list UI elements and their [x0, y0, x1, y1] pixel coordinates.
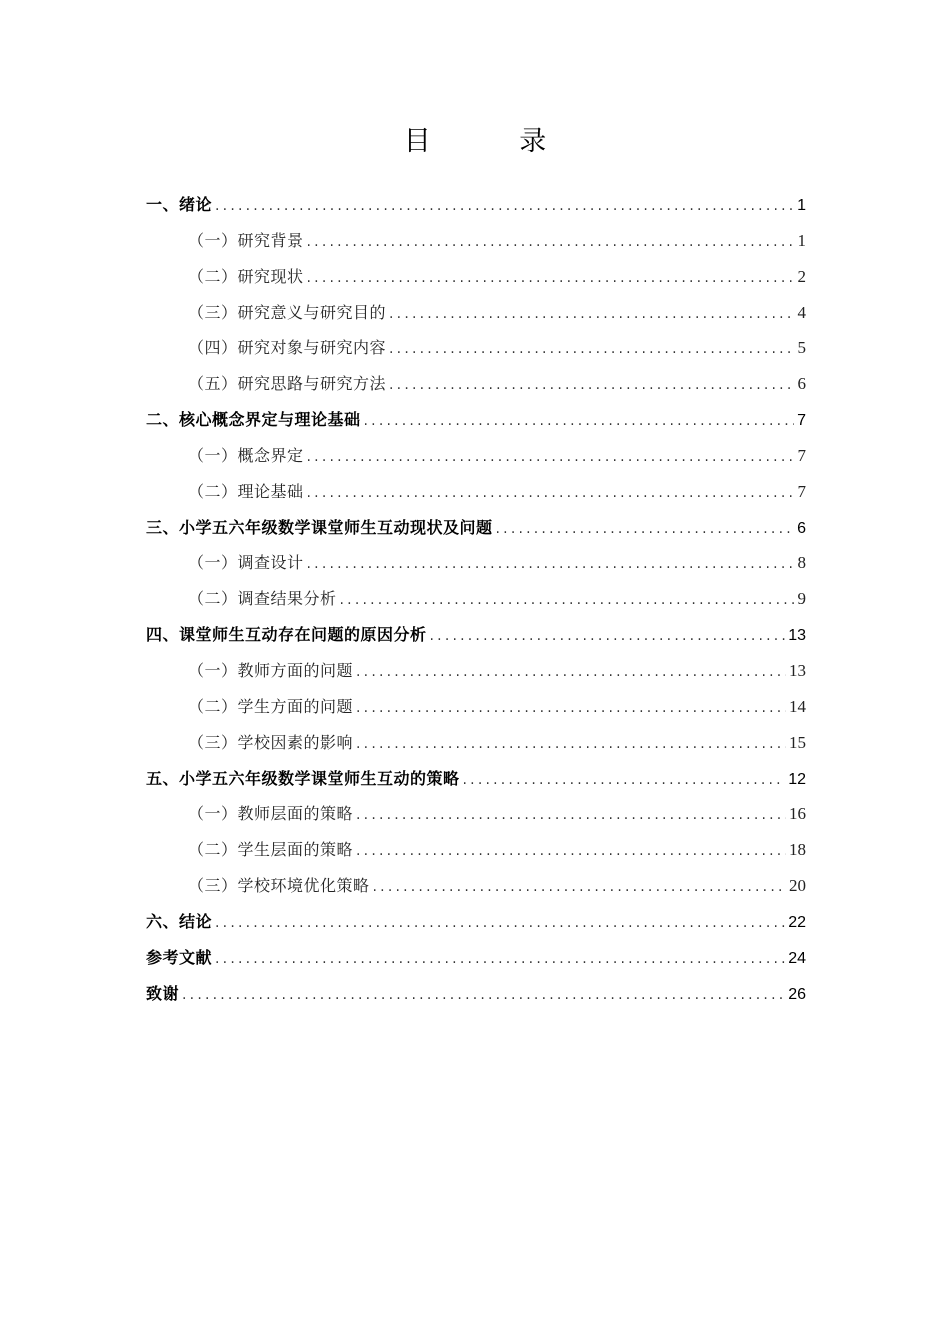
- toc-entry[interactable]: [146, 837, 806, 873]
- toc-entry-label: 致谢: [146, 983, 180, 1003]
- toc-entry[interactable]: [146, 443, 806, 479]
- table-of-contents: [146, 192, 806, 1016]
- toc-entry-label: （一）教师方面的问题: [188, 660, 354, 680]
- toc-entry-page-number: 22: [788, 913, 806, 931]
- toc-entry[interactable]: [146, 586, 806, 622]
- toc-entry[interactable]: [146, 658, 806, 694]
- toc-entry-page-number: 18: [789, 840, 806, 860]
- toc-entry[interactable]: [146, 801, 806, 837]
- toc-dot-leader: [389, 377, 794, 393]
- toc-entry-page-number: 12: [788, 770, 806, 788]
- toc-entry-label: （五）研究思路与研究方法: [188, 374, 387, 394]
- toc-entry-label: （三）学校环境优化策略: [188, 876, 370, 896]
- toc-dot-leader: [389, 306, 794, 322]
- toc-entry[interactable]: [146, 945, 806, 981]
- toc-entry-page-number: 1: [797, 230, 806, 250]
- toc-dot-leader: [463, 772, 786, 788]
- toc-entry[interactable]: [146, 694, 806, 730]
- toc-entry[interactable]: [146, 335, 806, 371]
- toc-entry-page-number: 6: [797, 374, 806, 394]
- toc-dot-leader: [182, 987, 785, 1003]
- toc-entry[interactable]: [146, 300, 806, 336]
- toc-dot-leader: [364, 413, 795, 429]
- toc-title: 目 录: [403, 126, 587, 157]
- toc-dot-leader: [496, 521, 795, 537]
- toc-entry-page-number: 14: [789, 696, 806, 716]
- toc-dot-leader: [373, 879, 786, 895]
- toc-dot-leader: [356, 843, 786, 859]
- toc-dot-leader: [356, 664, 786, 680]
- toc-entry-label: （一）调查设计: [188, 553, 304, 573]
- toc-entry-label: 参考文献: [146, 947, 213, 967]
- toc-entry[interactable]: [146, 766, 806, 802]
- toc-entry-page-number: 1: [797, 197, 806, 214]
- toc-dot-leader: [389, 341, 794, 357]
- toc-entry-label: （一）教师层面的策略: [188, 804, 354, 824]
- toc-dot-leader: [307, 485, 795, 501]
- toc-dot-leader: [356, 807, 786, 823]
- toc-entry[interactable]: [146, 479, 806, 515]
- toc-dot-leader: [307, 234, 795, 250]
- toc-entry[interactable]: [146, 407, 806, 443]
- toc-entry-label: （二）学生方面的问题: [188, 696, 354, 716]
- toc-entry-label: （四）研究对象与研究内容: [188, 338, 387, 358]
- toc-entry-label: （三）研究意义与研究目的: [188, 302, 387, 322]
- toc-entry[interactable]: [146, 981, 806, 1017]
- toc-entry-page-number: 6: [797, 519, 806, 537]
- toc-dot-leader: [307, 449, 795, 465]
- toc-entry-label: （三）学校因素的影响: [188, 732, 354, 752]
- toc-entry-label: 五、小学五六年级数学课堂师生互动的策略: [146, 768, 460, 788]
- toc-entry-label: （一）概念界定: [188, 445, 304, 465]
- toc-dot-leader: [340, 592, 795, 608]
- toc-entry-page-number: 26: [788, 985, 806, 1003]
- toc-entry-page-number: 13: [788, 627, 806, 645]
- toc-entry-label: （二）学生层面的策略: [188, 840, 354, 860]
- toc-dot-leader: [356, 736, 786, 752]
- toc-dot-leader: [356, 700, 786, 716]
- toc-entry-label: 二、核心概念界定与理论基础: [146, 410, 361, 430]
- toc-entry-label: （二）理论基础: [188, 481, 304, 501]
- toc-dot-leader: [307, 556, 795, 572]
- toc-entry[interactable]: [146, 228, 806, 264]
- toc-entry[interactable]: [146, 622, 806, 658]
- toc-dot-leader: [215, 915, 785, 931]
- toc-entry[interactable]: [146, 192, 806, 228]
- toc-entry-page-number: 2: [797, 266, 806, 286]
- toc-entry-page-number: 20: [789, 876, 806, 896]
- toc-entry[interactable]: [146, 371, 806, 407]
- toc-entry[interactable]: [146, 515, 806, 551]
- toc-entry[interactable]: [146, 873, 806, 909]
- toc-entry-page-number: 16: [789, 804, 806, 824]
- toc-entry-page-number: 15: [789, 732, 806, 752]
- toc-entry-page-number: 9: [797, 589, 806, 609]
- toc-entry-page-number: 13: [789, 660, 806, 680]
- toc-dot-leader: [215, 198, 794, 214]
- toc-entry-page-number: 4: [797, 302, 806, 322]
- toc-entry[interactable]: [146, 550, 806, 586]
- toc-entry-label: （二）研究现状: [188, 266, 304, 286]
- toc-entry-page-number: 24: [788, 949, 806, 967]
- toc-dot-leader: [215, 951, 785, 967]
- toc-dot-leader: [430, 628, 786, 644]
- toc-entry-label: 六、结论: [146, 911, 213, 931]
- toc-entry-page-number: 7: [797, 412, 806, 430]
- toc-entry-page-number: 7: [797, 481, 806, 501]
- toc-entry-page-number: 8: [797, 553, 806, 573]
- toc-entry[interactable]: [146, 730, 806, 766]
- toc-entry-page-number: 7: [797, 445, 806, 465]
- toc-dot-leader: [307, 270, 795, 286]
- toc-entry-label: 一、绪论: [146, 195, 213, 214]
- toc-entry-label: 四、课堂师生互动存在问题的原因分析: [146, 625, 427, 645]
- toc-entry-label: （一）研究背景: [188, 230, 304, 250]
- toc-entry[interactable]: [146, 264, 806, 300]
- toc-entry-label: （二）调查结果分析: [188, 589, 337, 609]
- toc-entry-page-number: 5: [797, 338, 806, 358]
- toc-entry-label: 三、小学五六年级数学课堂师生互动现状及问题: [146, 517, 493, 537]
- toc-entry[interactable]: [146, 909, 806, 945]
